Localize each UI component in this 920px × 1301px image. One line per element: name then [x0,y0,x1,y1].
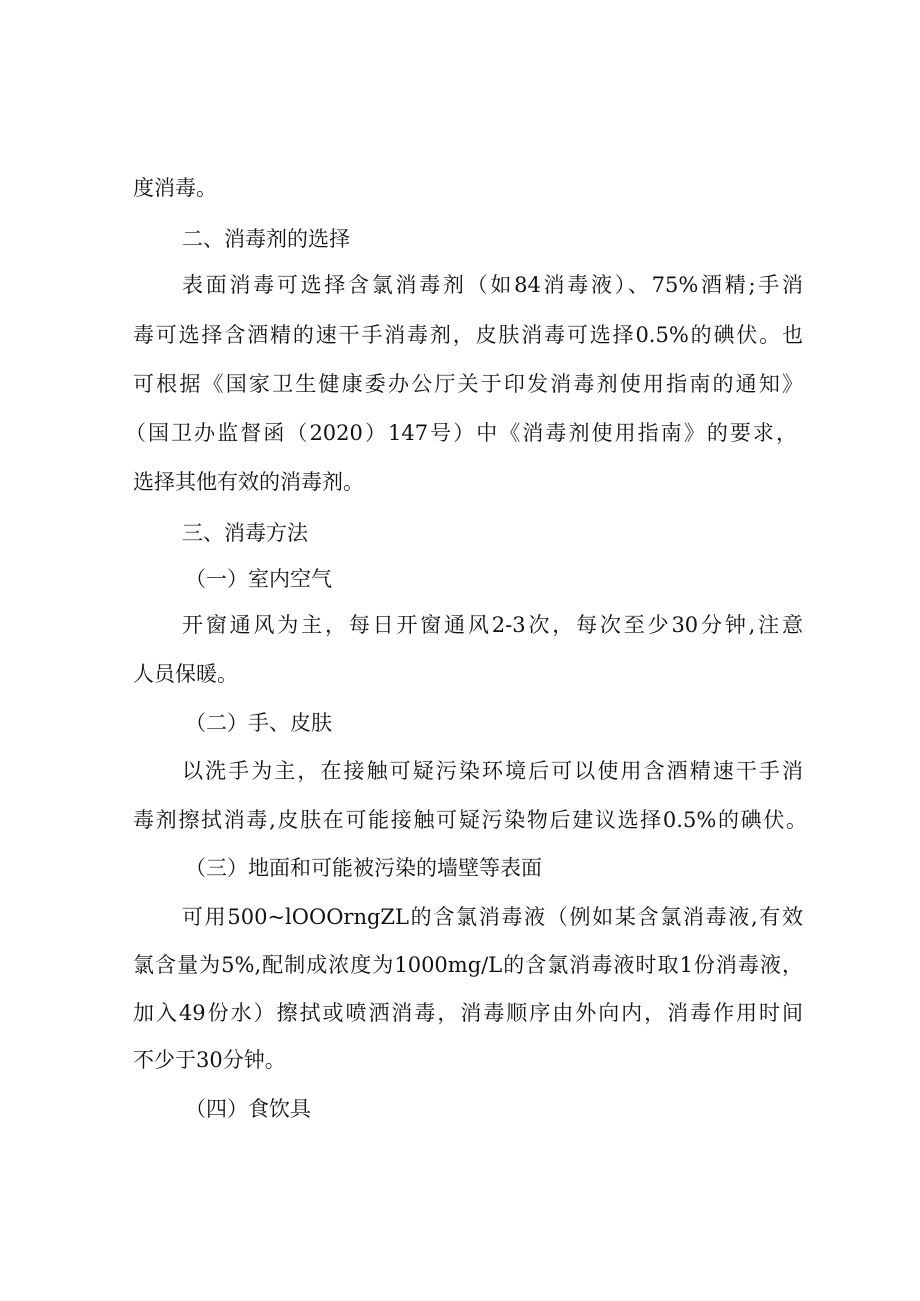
section-heading: 三、消毒方法 [182,521,308,545]
paragraph-line: 氯含量为5%,配制成浓度为1000mg∕L的含氯消毒液时取1份消毒液， [133,953,803,977]
paragraph-line: 以洗手为主，在接触可疑污染环境后可以使用含酒精速干手消 [182,759,803,783]
paragraph-line: 人员保暖。 [133,662,238,686]
paragraph-line: 可用500~lOOOrngZL的含氯消毒液（例如某含氯消毒液,有效 [182,905,803,929]
paragraph-line: 加入49份水）擦拭或喷洒消毒，消毒顺序由外向内，消毒作用时间 [133,1001,803,1025]
paragraph-line: 开窗通风为主，每日开窗通风2-3次，每次至少30分钟,注意 [182,613,803,637]
paragraph-line: 选择其他有效的消毒剂。 [133,470,364,494]
paragraph-line: 度消毒。 [133,176,217,200]
paragraph-line: 毒剂擦拭消毒,皮肤在可能接触可疑污染物后建议选择0.5%的碘伏。 [133,808,807,832]
paragraph-line: 可根据《国家卫生健康委办公厅关于印发消毒剂使用指南的通知》 [133,372,803,396]
paragraph-line: 毒可选择含酒精的速干手消毒剂，皮肤消毒可选择0.5%的碘伏。也 [133,323,803,347]
subsection-heading: （三）地面和可能被污染的墙壁等表面 [185,856,542,880]
paragraph-line: （国卫办监督函（2020）147号）中《消毒剂使用指南》的要求， [125,421,797,445]
subsection-heading: （二）手、皮肤 [185,711,332,735]
subsection-heading: （一）室内空气 [185,567,332,591]
section-heading: 二、消毒剂的选择 [182,227,350,251]
subsection-heading: （四）食饮具 [185,1097,311,1121]
paragraph-line: 不少于30分钟。 [133,1048,286,1072]
paragraph-line: 表面消毒可选择含氯消毒剂（如84消毒液）、75%酒精;手消 [182,273,803,297]
